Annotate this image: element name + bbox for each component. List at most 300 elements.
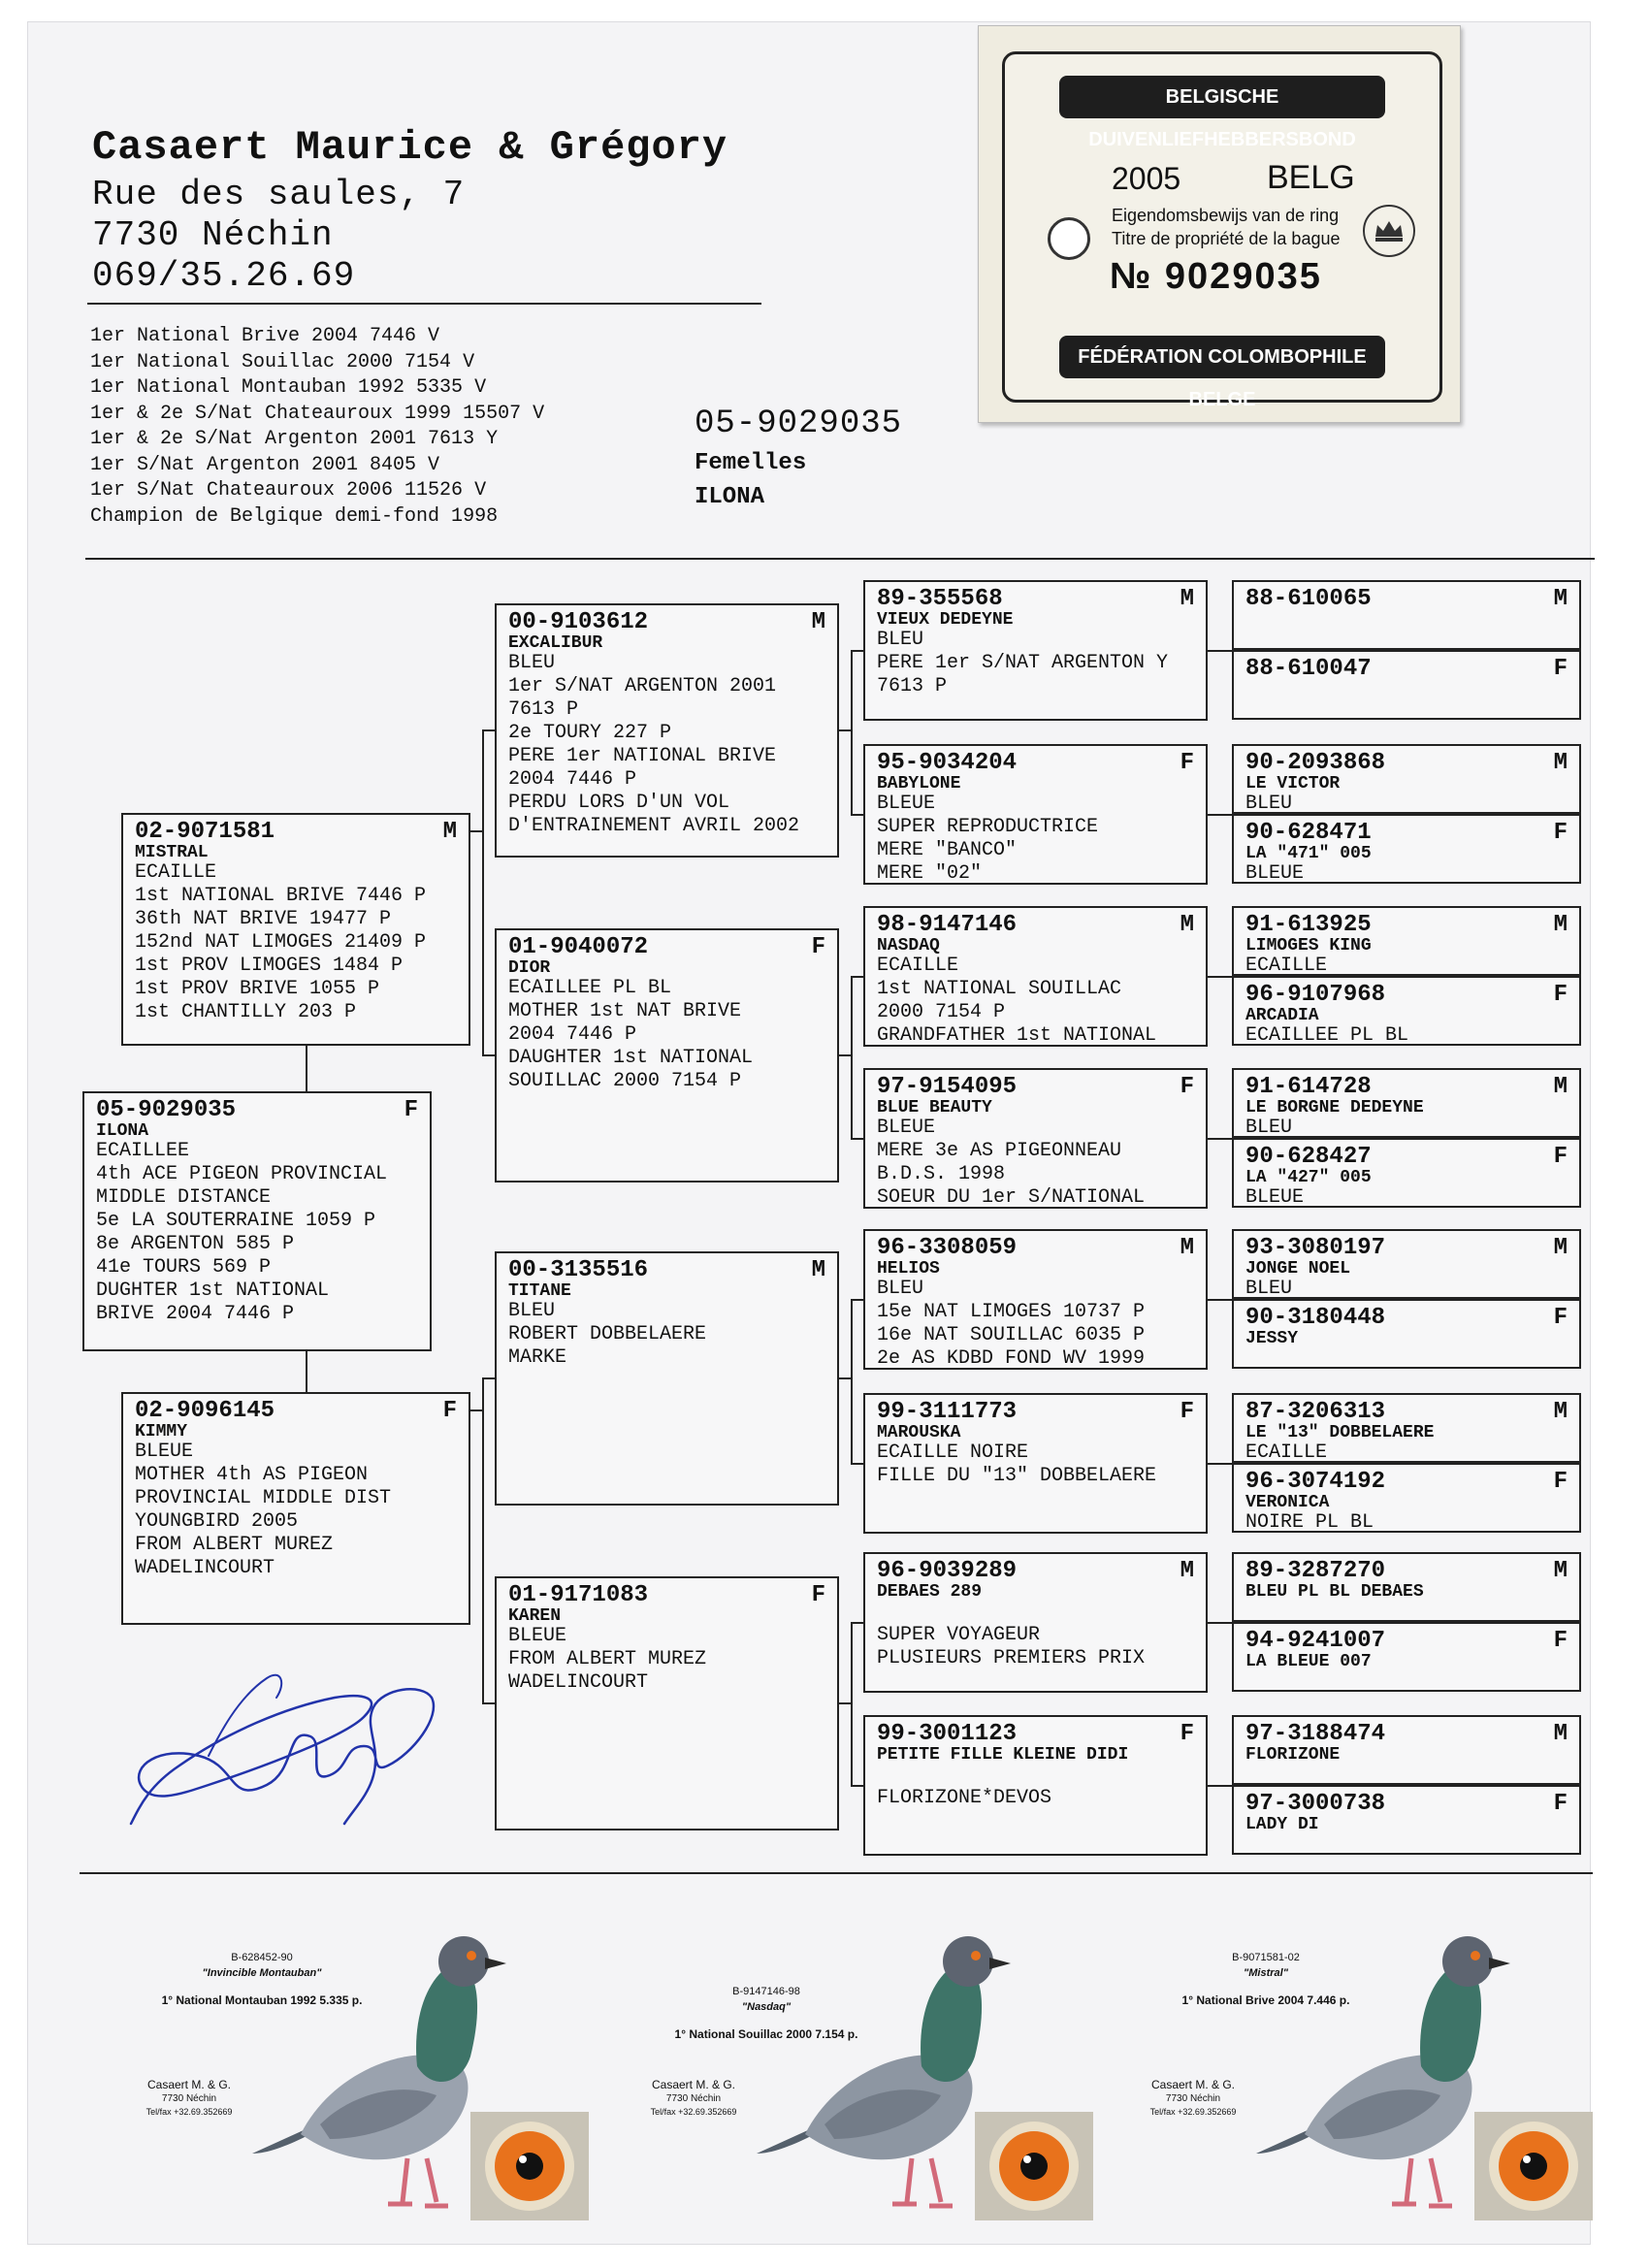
pedigree-line: PROVINCIAL MIDDLE DIST [135, 1487, 392, 1509]
pedigree-box-header [877, 914, 1194, 937]
connector-line [851, 976, 853, 1138]
pedigree-line: ECAILLE [877, 955, 959, 977]
pigeon-name: BLUE BEAUTY [877, 1098, 992, 1118]
ring-number: 87-3206313 [1245, 1399, 1386, 1425]
breeder-phone: 069/35.26.69 [92, 256, 356, 296]
ring-number: 95-9034204 [877, 750, 1018, 776]
pedigree-box-header [1245, 822, 1568, 845]
pedigree-line: 15e NAT LIMOGES 10737 P [877, 1301, 1146, 1323]
pedigree-box [1232, 906, 1581, 976]
connector-line [851, 1622, 853, 1785]
pigeon-name: EXCALIBUR [508, 633, 603, 653]
pigeon-name: TITANE [508, 1281, 571, 1301]
pedigree-box-header [1245, 1560, 1568, 1583]
pedigree-box [495, 1576, 839, 1831]
sex-marker: F [1553, 1628, 1568, 1654]
pigeon-name: ILONA [96, 1121, 149, 1141]
ring-number: 01-9040072 [508, 934, 649, 960]
pedigree-box [1232, 1463, 1581, 1533]
ring-number: 90-2093868 [1245, 750, 1386, 776]
photo-ring-number: B-9147146-98 [732, 1986, 800, 1997]
ring-number: 88-610065 [1245, 586, 1372, 612]
pigeon-name: MISTRAL [135, 843, 209, 862]
palmares-line: 1er S/Nat Argenton 2001 8405 V [90, 453, 440, 476]
sex-marker: M [1553, 1235, 1568, 1261]
pigeon-name: ARCADIA [1245, 1006, 1319, 1025]
pedigree-box-header [135, 821, 457, 844]
pedigree-box [495, 1251, 839, 1506]
pedigree-line: FILLE DU "13" DOBBELAERE [877, 1465, 1157, 1487]
photo-owner: Casaert M. & G. [1150, 2078, 1236, 2091]
pedigree-line: BLEU [877, 1278, 924, 1300]
pedigree-line: 1st CHANTILLY 203 P [135, 1001, 357, 1023]
pigeon-name: MAROUSKA [877, 1423, 961, 1442]
pedigree-box-header [96, 1099, 418, 1122]
ring-number: 96-9107968 [1245, 982, 1386, 1008]
sex-marker: M [442, 819, 457, 845]
pigeon-name: DEBAES 289 [877, 1582, 983, 1602]
ring-number: 96-3074192 [1245, 1469, 1386, 1495]
pigeon-name: JESSY [1245, 1329, 1299, 1348]
sex-marker: M [1180, 912, 1194, 938]
header-rule [87, 303, 761, 305]
pedigree-line: 4th ACE PIGEON PROVINCIAL [96, 1163, 388, 1185]
pedigree-line: 7613 P [877, 675, 948, 697]
ring-card-frame [1002, 51, 1442, 410]
sex-marker: M [1180, 586, 1194, 612]
eye-icon [975, 2112, 1093, 2220]
pedigree-line: 8e ARGENTON 585 P [96, 1233, 295, 1255]
pedigree-box [863, 744, 1208, 885]
breeder-street: Rue des saules, 7 [92, 175, 466, 214]
pedigree-line: FROM ALBERT MUREZ [135, 1534, 334, 1556]
sex-marker: F [811, 1582, 825, 1608]
pedigree-line: BLEU [877, 629, 924, 651]
signature [121, 1639, 461, 1833]
pedigree-line: FROM ALBERT MUREZ [508, 1648, 707, 1670]
pigeon-name: LA "427" 005 [1245, 1168, 1372, 1187]
pedigree-line: DAUGHTER 1st NATIONAL [508, 1047, 754, 1069]
palmares-line: Champion de Belgique demi-fond 1998 [90, 504, 499, 528]
photo-owner: Casaert M. & G. [651, 2078, 736, 2091]
photo-tel: Tel/fax +32.69.352669 [1149, 2107, 1237, 2117]
pedigree-box-header [1245, 1793, 1568, 1816]
pedigree-box [863, 1068, 1208, 1209]
pedigree-line: BLEU [1245, 793, 1293, 814]
ring-card-punch-hole-icon [1048, 217, 1090, 260]
pedigree-line: BLEU [1245, 1117, 1293, 1138]
pedigree-line: SOUILLAC 2000 7154 P [508, 1070, 742, 1092]
pedigree-box-header [1245, 1630, 1568, 1653]
pigeon-name: NASDAQ [877, 936, 940, 956]
pedigree-box [1232, 976, 1581, 1046]
pedigree-line: PERE 1er NATIONAL BRIVE [508, 745, 777, 767]
pedigree-line: WADELINCOURT [508, 1671, 649, 1694]
breeder-name: Casaert Maurice & Grégory [92, 124, 728, 171]
pigeon-name: BABYLONE [877, 774, 961, 794]
pedigree-line: 36th NAT BRIVE 19477 P [135, 908, 392, 930]
pedigree-line: B.D.S. 1998 [877, 1163, 1006, 1185]
connector-line [306, 1351, 307, 1392]
photo-tel: Tel/fax +32.69.352669 [146, 2107, 233, 2117]
pedigree-line: 1st NATIONAL SOUILLAC [877, 978, 1122, 1000]
eye-closeup [1474, 2112, 1593, 2220]
pigeon-name: LA "471" 005 [1245, 844, 1372, 863]
sex-marker: M [1180, 1235, 1194, 1261]
breeder-city: 7730 Néchin [92, 215, 334, 255]
pedigree-box-header [1245, 588, 1568, 611]
pedigree-box [1232, 1552, 1581, 1622]
pigeon-name: LE BORGNE DEDEYNE [1245, 1098, 1424, 1118]
connector-line [851, 1463, 863, 1465]
pedigree-line: MOTHER 4th AS PIGEON [135, 1464, 369, 1486]
pigeon-name: HELIOS [877, 1259, 940, 1279]
ring-number: 05-9029035 [96, 1097, 237, 1123]
pedigree-line: SUPER REPRODUCTRICE [877, 816, 1099, 838]
connector-line [839, 1702, 851, 1704]
pedigree-line: ECAILLEE PL BL [1245, 1024, 1409, 1046]
connector-line [1208, 650, 1232, 652]
pedigree-line: MERE "02" [877, 862, 983, 885]
pedigree-box [863, 1229, 1208, 1370]
palmares-line: 1er National Souillac 2000 7154 V [90, 350, 475, 373]
sex-marker: F [811, 934, 825, 960]
pedigree-line: PERE 1er S/NAT ARGENTON Y [877, 652, 1169, 674]
ring-number: 98-9147146 [877, 912, 1018, 938]
pigeon-name: LE VICTOR [1245, 774, 1341, 794]
connector-line [851, 976, 863, 978]
pedigree-line: 41e TOURS 569 P [96, 1256, 272, 1279]
pedigree-box [863, 1552, 1208, 1693]
eye-closeup [470, 2112, 589, 2220]
section-rule-bottom [80, 1872, 1593, 1874]
pigeon-name: LA BLEUE 007 [1245, 1652, 1372, 1671]
ring-number: 90-3180448 [1245, 1305, 1386, 1331]
pedigree-line: ECAILLE [1245, 955, 1328, 976]
ring-card-country: BELG [1267, 159, 1355, 196]
pedigree-box-header [877, 1560, 1194, 1583]
pedigree-box [1232, 1229, 1581, 1299]
connector-line [851, 814, 863, 816]
sex-marker: F [404, 1097, 418, 1123]
connector-line [839, 1054, 851, 1056]
pedigree-line: BLEU [508, 652, 556, 674]
ring-number: 96-3308059 [877, 1235, 1018, 1261]
sex-marker: F [1553, 982, 1568, 1008]
pedigree-box [495, 928, 839, 1183]
pedigree-box [863, 580, 1208, 721]
photo-city: 7730 Néchin [665, 2093, 722, 2104]
pedigree-box-header [1245, 1723, 1568, 1746]
eye-icon [470, 2112, 589, 2220]
pedigree-box [82, 1091, 432, 1351]
sex-marker: M [1553, 750, 1568, 776]
connector-line [851, 1622, 863, 1624]
pedigree-box-header [877, 588, 1194, 611]
sex-marker: M [1553, 1558, 1568, 1584]
sex-marker: M [1553, 1399, 1568, 1425]
connector-line [1208, 1622, 1232, 1624]
pedigree-box-header [877, 1723, 1194, 1746]
pedigree-box [1232, 580, 1581, 650]
connector-line [1208, 1463, 1232, 1465]
pedigree-line: D'ENTRAINEMENT AVRIL 2002 [508, 815, 800, 837]
pedigree-box-header [1245, 1307, 1568, 1330]
pedigree-box-header [1245, 1471, 1568, 1494]
pedigree-box [1232, 1138, 1581, 1208]
eye-icon [1474, 2112, 1593, 2220]
pedigree-box [1232, 1393, 1581, 1463]
connector-line [482, 1702, 495, 1704]
pedigree-line: BLEUE [877, 1117, 936, 1139]
ring-number: 97-9154095 [877, 1074, 1018, 1100]
palmares-line: 1er National Brive 2004 7446 V [90, 325, 440, 347]
palmares-list [90, 324, 544, 530]
ring-number: 90-628427 [1245, 1144, 1372, 1170]
pedigree-line: BLEU [508, 1300, 556, 1322]
eye-closeup [975, 2112, 1093, 2220]
ring-card-text-fr: Titre de propriété de la bague [1112, 229, 1341, 248]
sex-marker: M [811, 1257, 825, 1283]
pigeon-name: DIOR [508, 958, 551, 978]
pedigree-line: ECAILLEE PL BL [508, 977, 672, 999]
photo-city: 7730 Néchin [1165, 2093, 1221, 2104]
pedigree-box [1232, 650, 1581, 720]
pedigree-box [1232, 1622, 1581, 1692]
photo-tel: Tel/fax +32.69.352669 [650, 2107, 737, 2117]
pedigree-line: 2004 7446 P [508, 1023, 637, 1046]
photo-city: 7730 Néchin [161, 2093, 217, 2104]
pedigree-line: BLEU [1245, 1278, 1293, 1299]
ring-number: 88-610047 [1245, 656, 1372, 682]
ring-number: 99-3111773 [877, 1399, 1018, 1425]
ring-card-year: 2005 [1112, 161, 1181, 196]
connector-line [306, 1046, 307, 1091]
pedigree-line: ECAILLE NOIRE [877, 1442, 1029, 1464]
sex-marker: F [1553, 820, 1568, 846]
connector-line [839, 1377, 851, 1379]
pedigree-line: 1st NATIONAL BRIVE 7446 P [135, 885, 427, 907]
sex-marker: M [1553, 1721, 1568, 1747]
ring-card-number: № 9029035 [1110, 256, 1322, 297]
sex-marker: F [1553, 656, 1568, 682]
pedigree-line: 1st PROV LIMOGES 1484 P [135, 955, 404, 977]
pedigree-box-header [877, 1401, 1194, 1424]
pedigree-box-header [1245, 984, 1568, 1007]
palmares-line: 1er National Montauban 1992 5335 V [90, 376, 487, 399]
pedigree-box-header [508, 611, 825, 634]
ring-number: 96-9039289 [877, 1558, 1018, 1584]
pedigree-line: 16e NAT SOUILLAC 6035 P [877, 1324, 1146, 1346]
pedigree-box [121, 813, 470, 1046]
sex-marker: F [1553, 1305, 1568, 1331]
subject-sex: Femelles [695, 450, 807, 476]
pedigree-box [495, 603, 839, 858]
connector-line [482, 1377, 484, 1702]
sex-marker: F [1180, 750, 1194, 776]
connector-line [851, 1299, 853, 1463]
pedigree-line: ECAILLE [135, 861, 217, 884]
sex-marker: F [442, 1398, 457, 1424]
pedigree-line: BLEUE [1245, 1186, 1305, 1208]
photo-pigeon-name: "Nasdaq" [741, 2001, 792, 2013]
subject-name: ILONA [695, 484, 765, 510]
ring-number: 97-3000738 [1245, 1791, 1386, 1817]
pedigree-line: 5e LA SOUTERRAINE 1059 P [96, 1210, 376, 1232]
pedigree-box [1232, 744, 1581, 814]
pigeon-name: PETITE FILLE KLEINE DIDI [877, 1745, 1129, 1765]
photo-ring-number: B-9071581-02 [1232, 1952, 1300, 1963]
sex-marker: M [811, 609, 825, 635]
ring-number: 99-3001123 [877, 1721, 1018, 1747]
pedigree-line: PERDU LORS D'UN VOL [508, 792, 730, 814]
pigeon-name: KAREN [508, 1606, 562, 1626]
sex-marker: F [1553, 1469, 1568, 1495]
subject-ring: 05-9029035 [695, 405, 903, 442]
palmares-line: 1er & 2e S/Nat Argenton 2001 7613 Y [90, 428, 499, 450]
connector-line [851, 1299, 863, 1301]
ring-card-top-banner: BELGISCHE DUIVENLIEFHEBBERSBOND [1059, 76, 1385, 118]
pedigree-line: FLORIZONE*DEVOS [877, 1787, 1052, 1809]
palmares-line: 1er S/Nat Chateauroux 2006 11526 V [90, 479, 487, 502]
pigeon-name: KIMMY [135, 1422, 188, 1442]
pedigree-line: ROBERT DOBBELAERE [508, 1323, 707, 1345]
photo-owner: Casaert M. & G. [146, 2078, 232, 2091]
pedigree-line: 2004 7446 P [508, 768, 637, 791]
ring-number: 89-355568 [877, 586, 1003, 612]
pedigree-box [1232, 1715, 1581, 1785]
pedigree-line: ECAILLEE [96, 1140, 190, 1162]
pedigree-line [877, 1601, 1194, 1624]
pedigree-line [877, 1764, 1194, 1787]
sex-marker: M [1553, 1074, 1568, 1100]
connector-line [851, 1785, 863, 1787]
pigeon-name: VERONICA [1245, 1493, 1330, 1512]
connector-line [1208, 1299, 1232, 1301]
connector-line [482, 729, 484, 1054]
ring-card-text-nl: Eigendomsbewijs van de ring [1112, 206, 1340, 225]
connector-line [851, 650, 853, 814]
connector-line [839, 729, 851, 731]
palmares-line: 1er & 2e S/Nat Chateauroux 1999 15507 V [90, 402, 545, 425]
connector-line [482, 1054, 495, 1056]
pedigree-line: ECAILLE [1245, 1442, 1328, 1463]
photo-result: 1° National Souillac 2000 7.154 p. [674, 2027, 858, 2041]
pedigree-line: 2e AS KDBD FOND WV 1999 [877, 1347, 1146, 1370]
pedigree-box [863, 1393, 1208, 1534]
pigeon-name: LADY DI [1245, 1815, 1319, 1834]
pigeon-name: FLORIZONE [1245, 1745, 1341, 1765]
pedigree-box-header [1245, 914, 1568, 937]
ring-number: 91-614728 [1245, 1074, 1372, 1100]
sex-marker: F [1553, 1144, 1568, 1170]
sex-marker: F [1553, 1791, 1568, 1817]
sex-marker: F [1180, 1721, 1194, 1747]
pedigree-line: BLEUE [877, 793, 936, 815]
ring-number: 94-9241007 [1245, 1628, 1386, 1654]
sex-marker: F [1180, 1074, 1194, 1100]
connector-line [482, 1377, 495, 1379]
pedigree-box [863, 1715, 1208, 1856]
ring-number: 89-3287270 [1245, 1558, 1386, 1584]
pedigree-line: MIDDLE DISTANCE [96, 1186, 272, 1209]
connector-line [482, 729, 495, 731]
sex-marker: F [1180, 1399, 1194, 1425]
pedigree-line: BLEUE [508, 1625, 567, 1647]
sex-marker: M [1180, 1558, 1194, 1584]
section-rule-top [85, 558, 1595, 560]
pedigree-box [1232, 814, 1581, 884]
pigeon-name: BLEU PL BL DEBAES [1245, 1582, 1424, 1602]
ring-number: 93-3080197 [1245, 1235, 1386, 1261]
pedigree-line: 7613 P [508, 698, 579, 721]
pedigree-box-header [877, 1076, 1194, 1099]
pigeon-name: LE "13" DOBBELAERE [1245, 1423, 1435, 1442]
ring-card-bottom-banner: FÉDÉRATION COLOMBOPHILE BELGE [1059, 336, 1385, 378]
pedigree-line: BLEUE [1245, 862, 1305, 884]
pedigree-line: 2000 7154 P [877, 1001, 1006, 1023]
ring-number: 02-9096145 [135, 1398, 275, 1424]
pedigree-line: GRANDFATHER 1st NATIONAL [877, 1024, 1157, 1047]
pedigree-box-header [1245, 1076, 1568, 1099]
connector-line [1208, 814, 1232, 816]
pedigree-line: SUPER VOYAGEUR [877, 1624, 1041, 1646]
ring-number: 00-3135516 [508, 1257, 649, 1283]
pigeon-name: VIEUX DEDEYNE [877, 610, 1014, 630]
pedigree-line: 1st PROV BRIVE 1055 P [135, 978, 380, 1000]
ring-number: 01-9171083 [508, 1582, 649, 1608]
connector-line [1208, 1785, 1232, 1787]
pigeon-name: JONGE NOEL [1245, 1259, 1351, 1279]
pedigree-line: BLEUE [135, 1441, 194, 1463]
pedigree-line: MARKE [508, 1346, 567, 1369]
pedigree-line: 1er S/NAT ARGENTON 2001 [508, 675, 777, 697]
pedigree-box-header [1245, 1146, 1568, 1169]
pedigree-line: MERE 3e AS PIGEONNEAU [877, 1140, 1122, 1162]
pedigree-line: DUGHTER 1st NATIONAL [96, 1280, 330, 1302]
connector-line [1208, 1138, 1232, 1140]
pedigree-box-header [877, 752, 1194, 775]
pedigree-line: MOTHER 1st NAT BRIVE [508, 1000, 742, 1022]
pedigree-box [1232, 1299, 1581, 1369]
photo-result: 1° National Brive 2004 7.446 p. [1181, 1993, 1350, 2007]
pedigree-box-header [1245, 752, 1568, 775]
pedigree-box-header [1245, 1237, 1568, 1260]
pedigree-line: 2e TOURY 227 P [508, 722, 672, 744]
ring-number: 02-9071581 [135, 819, 275, 845]
pedigree-box-header [877, 1237, 1194, 1260]
pedigree-box-header [135, 1400, 457, 1423]
sex-marker: M [1553, 912, 1568, 938]
pedigree-line: NOIRE PL BL [1245, 1511, 1374, 1533]
pedigree-line: MERE "BANCO" [877, 839, 1018, 861]
photo-ring-number: B-628452-90 [231, 1952, 293, 1963]
pedigree-box-header [508, 936, 825, 959]
pedigree-box-header [1245, 658, 1568, 681]
connector-line [851, 650, 863, 652]
ring-number: 90-628471 [1245, 820, 1372, 846]
connector-line [1208, 976, 1232, 978]
pedigree-line: PLUSIEURS PREMIERS PRIX [877, 1647, 1146, 1669]
sex-marker: M [1553, 586, 1568, 612]
ring-number: 97-3188474 [1245, 1721, 1386, 1747]
ring-ownership-card [978, 25, 1461, 423]
pedigree-box-header [508, 1259, 825, 1282]
photo-pigeon-name: "Mistral" [1244, 1967, 1288, 1979]
connector-line [470, 1409, 482, 1411]
photo-result: 1° National Montauban 1992 5.335 p. [161, 1993, 363, 2007]
pedigree-line: YOUNGBIRD 2005 [135, 1510, 299, 1533]
